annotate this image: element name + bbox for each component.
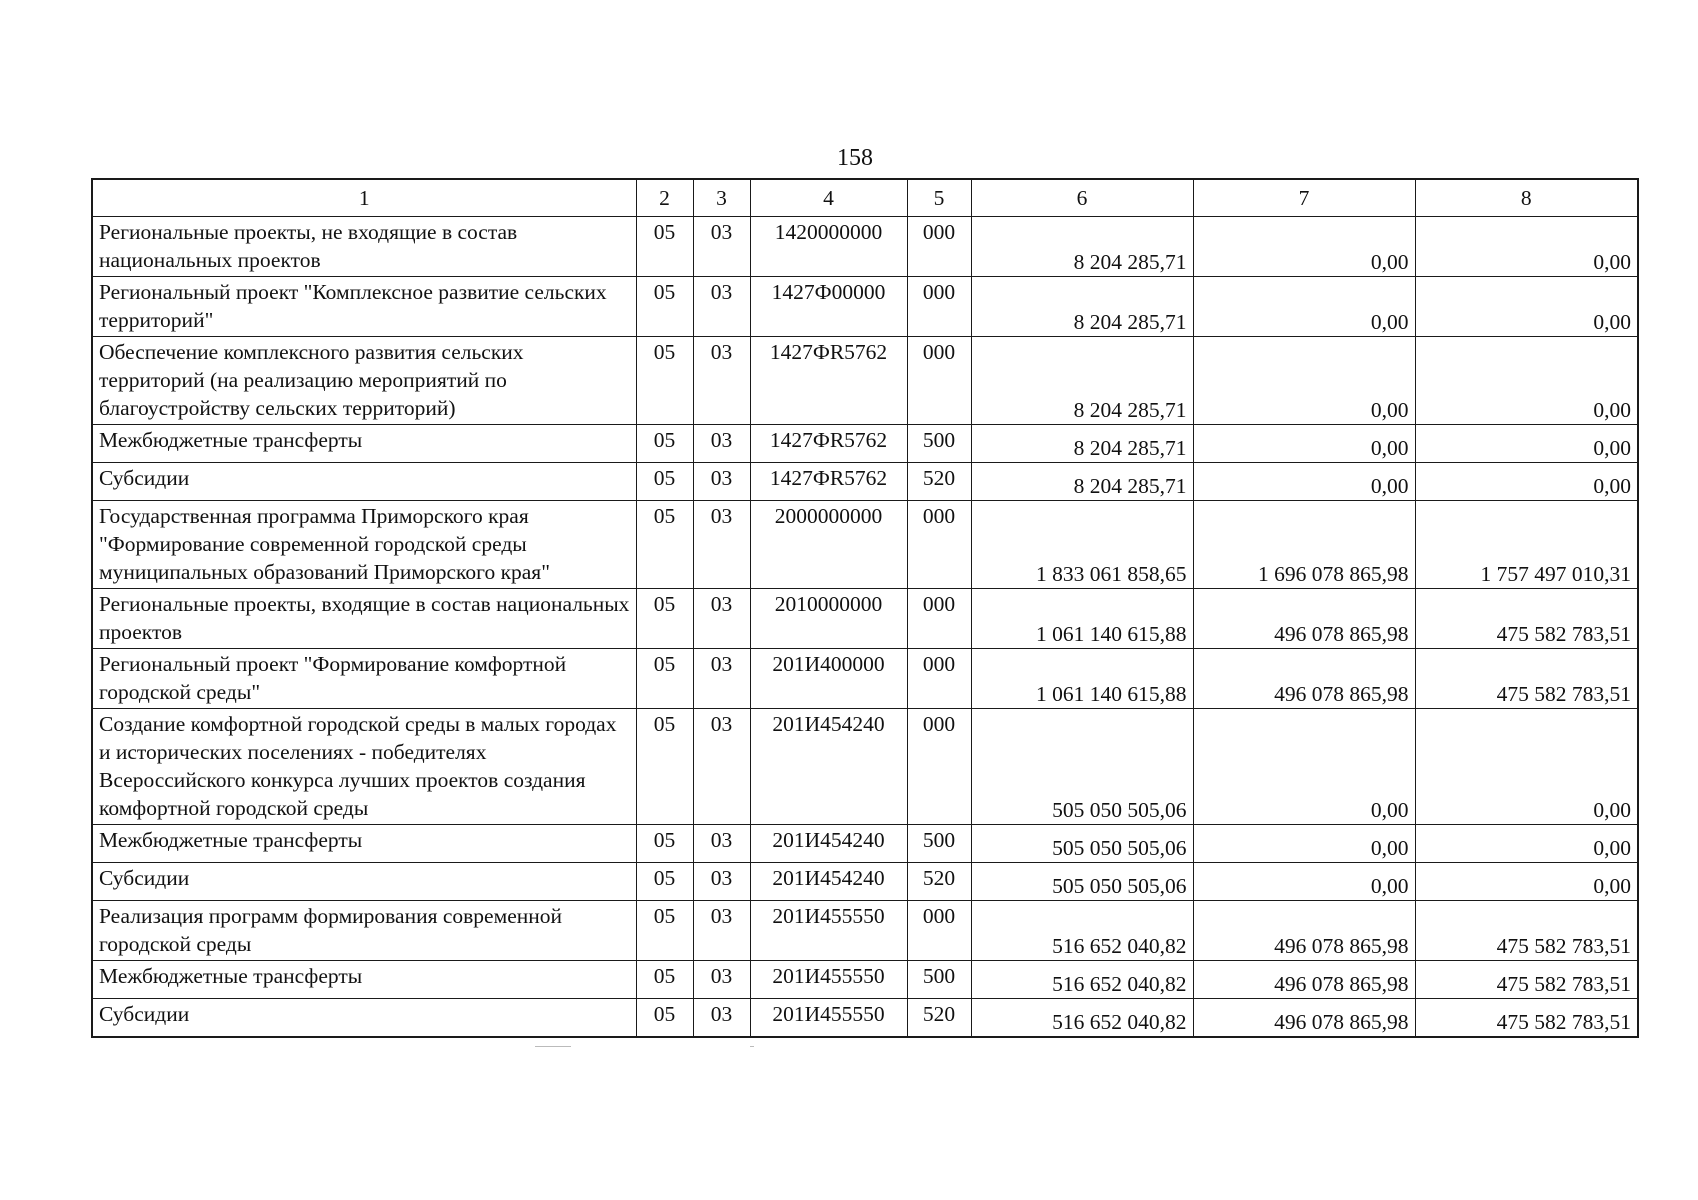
target-article-code: 201И454240 — [750, 709, 907, 825]
amount-col-7: 0,00 — [1193, 463, 1415, 501]
scan-artifact — [535, 1046, 571, 1047]
section-code: 05 — [636, 463, 693, 501]
amount-col-8: 0,00 — [1415, 709, 1638, 825]
table-row — [92, 277, 1638, 337]
item-name: Региональные проекты, не входящие в состав национальных проектов — [92, 217, 636, 277]
amount-col-8: 475 582 783,51 — [1415, 961, 1638, 999]
amount-col-6: 516 652 040,82 — [971, 961, 1193, 999]
target-article-code: 201И455550 — [750, 901, 907, 961]
header-cell-2: 2 — [636, 179, 693, 217]
amount-col-8: 0,00 — [1415, 217, 1638, 277]
subsection-code: 03 — [693, 277, 750, 337]
table-row — [92, 863, 1638, 901]
expense-type-code: 520 — [907, 999, 971, 1038]
item-name: Субсидии — [92, 463, 636, 501]
amount-col-6: 505 050 505,06 — [971, 709, 1193, 825]
section-code: 05 — [636, 649, 693, 709]
target-article-code: 201И455550 — [750, 999, 907, 1038]
subsection-code: 03 — [693, 217, 750, 277]
item-name: Межбюджетные трансферты — [92, 961, 636, 999]
amount-col-6: 516 652 040,82 — [971, 999, 1193, 1038]
expense-type-code: 500 — [907, 425, 971, 463]
section-code: 05 — [636, 217, 693, 277]
header-cell-7: 7 — [1193, 179, 1415, 217]
header-cell-4: 4 — [750, 179, 907, 217]
section-code: 05 — [636, 337, 693, 425]
header-cell-6: 6 — [971, 179, 1193, 217]
table-row — [92, 337, 1638, 425]
target-article-code: 1427ФR5762 — [750, 425, 907, 463]
target-article-code: 2000000000 — [750, 501, 907, 589]
section-code: 05 — [636, 709, 693, 825]
amount-col-6: 8 204 285,71 — [971, 463, 1193, 501]
header-cell-1: 1 — [92, 179, 636, 217]
table-row — [92, 901, 1638, 961]
item-name: Государственная программа Приморского края "Формирование современной городской среды муниципальных образований Приморского края" — [92, 501, 636, 589]
amount-col-7: 0,00 — [1193, 277, 1415, 337]
expense-type-code: 000 — [907, 709, 971, 825]
subsection-code: 03 — [693, 863, 750, 901]
amount-col-8: 475 582 783,51 — [1415, 999, 1638, 1038]
table-row — [92, 463, 1638, 501]
subsection-code: 03 — [693, 649, 750, 709]
target-article-code: 1427Ф00000 — [750, 277, 907, 337]
item-name: Обеспечение комплексного развития сельских территорий (на реализацию мероприятий по благоустройству сельских территорий) — [92, 337, 636, 425]
amount-col-8: 1 757 497 010,31 — [1415, 501, 1638, 589]
section-code: 05 — [636, 425, 693, 463]
expense-type-code: 500 — [907, 825, 971, 863]
amount-col-7: 496 078 865,98 — [1193, 589, 1415, 649]
scan-artifact — [750, 1046, 754, 1047]
amount-col-8: 475 582 783,51 — [1415, 649, 1638, 709]
amount-col-7: 1 696 078 865,98 — [1193, 501, 1415, 589]
section-code: 05 — [636, 961, 693, 999]
header-row — [92, 179, 1638, 217]
target-article-code: 201И455550 — [750, 961, 907, 999]
amount-col-7: 496 078 865,98 — [1193, 961, 1415, 999]
amount-col-6: 8 204 285,71 — [971, 337, 1193, 425]
page-number: 158 — [837, 145, 873, 171]
subsection-code: 03 — [693, 999, 750, 1038]
amount-col-7: 496 078 865,98 — [1193, 999, 1415, 1038]
item-name: Региональный проект "Формирование комфортной городской среды" — [92, 649, 636, 709]
amount-col-8: 0,00 — [1415, 337, 1638, 425]
header-cell-3: 3 — [693, 179, 750, 217]
expense-type-code: 000 — [907, 589, 971, 649]
header-cell-5: 5 — [907, 179, 971, 217]
section-code: 05 — [636, 863, 693, 901]
item-name: Региональные проекты, входящие в состав национальных проектов — [92, 589, 636, 649]
amount-col-6: 8 204 285,71 — [971, 277, 1193, 337]
amount-col-8: 475 582 783,51 — [1415, 901, 1638, 961]
section-code: 05 — [636, 825, 693, 863]
target-article-code: 1427ФR5762 — [750, 337, 907, 425]
item-name: Региональный проект "Комплексное развитие сельских территорий" — [92, 277, 636, 337]
subsection-code: 03 — [693, 825, 750, 863]
amount-col-8: 0,00 — [1415, 863, 1638, 901]
amount-col-7: 496 078 865,98 — [1193, 649, 1415, 709]
amount-col-8: 0,00 — [1415, 825, 1638, 863]
table-row — [92, 709, 1638, 825]
amount-col-6: 1 833 061 858,65 — [971, 501, 1193, 589]
subsection-code: 03 — [693, 425, 750, 463]
table-row — [92, 217, 1638, 277]
subsection-code: 03 — [693, 709, 750, 825]
amount-col-8: 0,00 — [1415, 463, 1638, 501]
amount-col-6: 1 061 140 615,88 — [971, 589, 1193, 649]
expense-type-code: 000 — [907, 337, 971, 425]
budget-table — [91, 178, 1639, 1038]
item-name: Межбюджетные трансферты — [92, 425, 636, 463]
amount-col-6: 8 204 285,71 — [971, 425, 1193, 463]
subsection-code: 03 — [693, 463, 750, 501]
section-code: 05 — [636, 277, 693, 337]
item-name: Реализация программ формирования современной городской среды — [92, 901, 636, 961]
table-row — [92, 961, 1638, 999]
expense-type-code: 000 — [907, 501, 971, 589]
subsection-code: 03 — [693, 901, 750, 961]
target-article-code: 201И454240 — [750, 825, 907, 863]
subsection-code: 03 — [693, 961, 750, 999]
amount-col-6: 516 652 040,82 — [971, 901, 1193, 961]
table-row — [92, 999, 1638, 1038]
amount-col-7: 0,00 — [1193, 217, 1415, 277]
amount-col-7: 0,00 — [1193, 425, 1415, 463]
subsection-code: 03 — [693, 501, 750, 589]
target-article-code: 201И400000 — [750, 649, 907, 709]
expense-type-code: 000 — [907, 277, 971, 337]
table-row — [92, 589, 1638, 649]
table-body — [92, 217, 1638, 1038]
expense-type-code: 520 — [907, 863, 971, 901]
amount-col-8: 0,00 — [1415, 277, 1638, 337]
amount-col-7: 496 078 865,98 — [1193, 901, 1415, 961]
amount-col-7: 0,00 — [1193, 863, 1415, 901]
item-name: Межбюджетные трансферты — [92, 825, 636, 863]
item-name: Субсидии — [92, 863, 636, 901]
target-article-code: 1420000000 — [750, 217, 907, 277]
amount-col-8: 0,00 — [1415, 425, 1638, 463]
amount-col-7: 0,00 — [1193, 825, 1415, 863]
section-code: 05 — [636, 501, 693, 589]
amount-col-7: 0,00 — [1193, 709, 1415, 825]
amount-col-6: 8 204 285,71 — [971, 217, 1193, 277]
expense-type-code: 520 — [907, 463, 971, 501]
expense-type-code: 000 — [907, 217, 971, 277]
amount-col-7: 0,00 — [1193, 337, 1415, 425]
section-code: 05 — [636, 999, 693, 1038]
table-row — [92, 649, 1638, 709]
section-code: 05 — [636, 901, 693, 961]
item-name: Субсидии — [92, 999, 636, 1038]
target-article-code: 201И454240 — [750, 863, 907, 901]
expense-type-code: 000 — [907, 649, 971, 709]
expense-type-code: 000 — [907, 901, 971, 961]
amount-col-8: 475 582 783,51 — [1415, 589, 1638, 649]
item-name: Создание комфортной городской среды в малых городах и исторических поселениях - победителях Всероссийского конкурса лучших проектов создания комфортной городской среды — [92, 709, 636, 825]
expense-type-code: 500 — [907, 961, 971, 999]
amount-col-6: 505 050 505,06 — [971, 825, 1193, 863]
table-row — [92, 501, 1638, 589]
header-cell-8: 8 — [1415, 179, 1638, 217]
table-row — [92, 825, 1638, 863]
amount-col-6: 1 061 140 615,88 — [971, 649, 1193, 709]
target-article-code: 2010000000 — [750, 589, 907, 649]
table-row — [92, 425, 1638, 463]
subsection-code: 03 — [693, 589, 750, 649]
section-code: 05 — [636, 589, 693, 649]
amount-col-6: 505 050 505,06 — [971, 863, 1193, 901]
subsection-code: 03 — [693, 337, 750, 425]
target-article-code: 1427ФR5762 — [750, 463, 907, 501]
